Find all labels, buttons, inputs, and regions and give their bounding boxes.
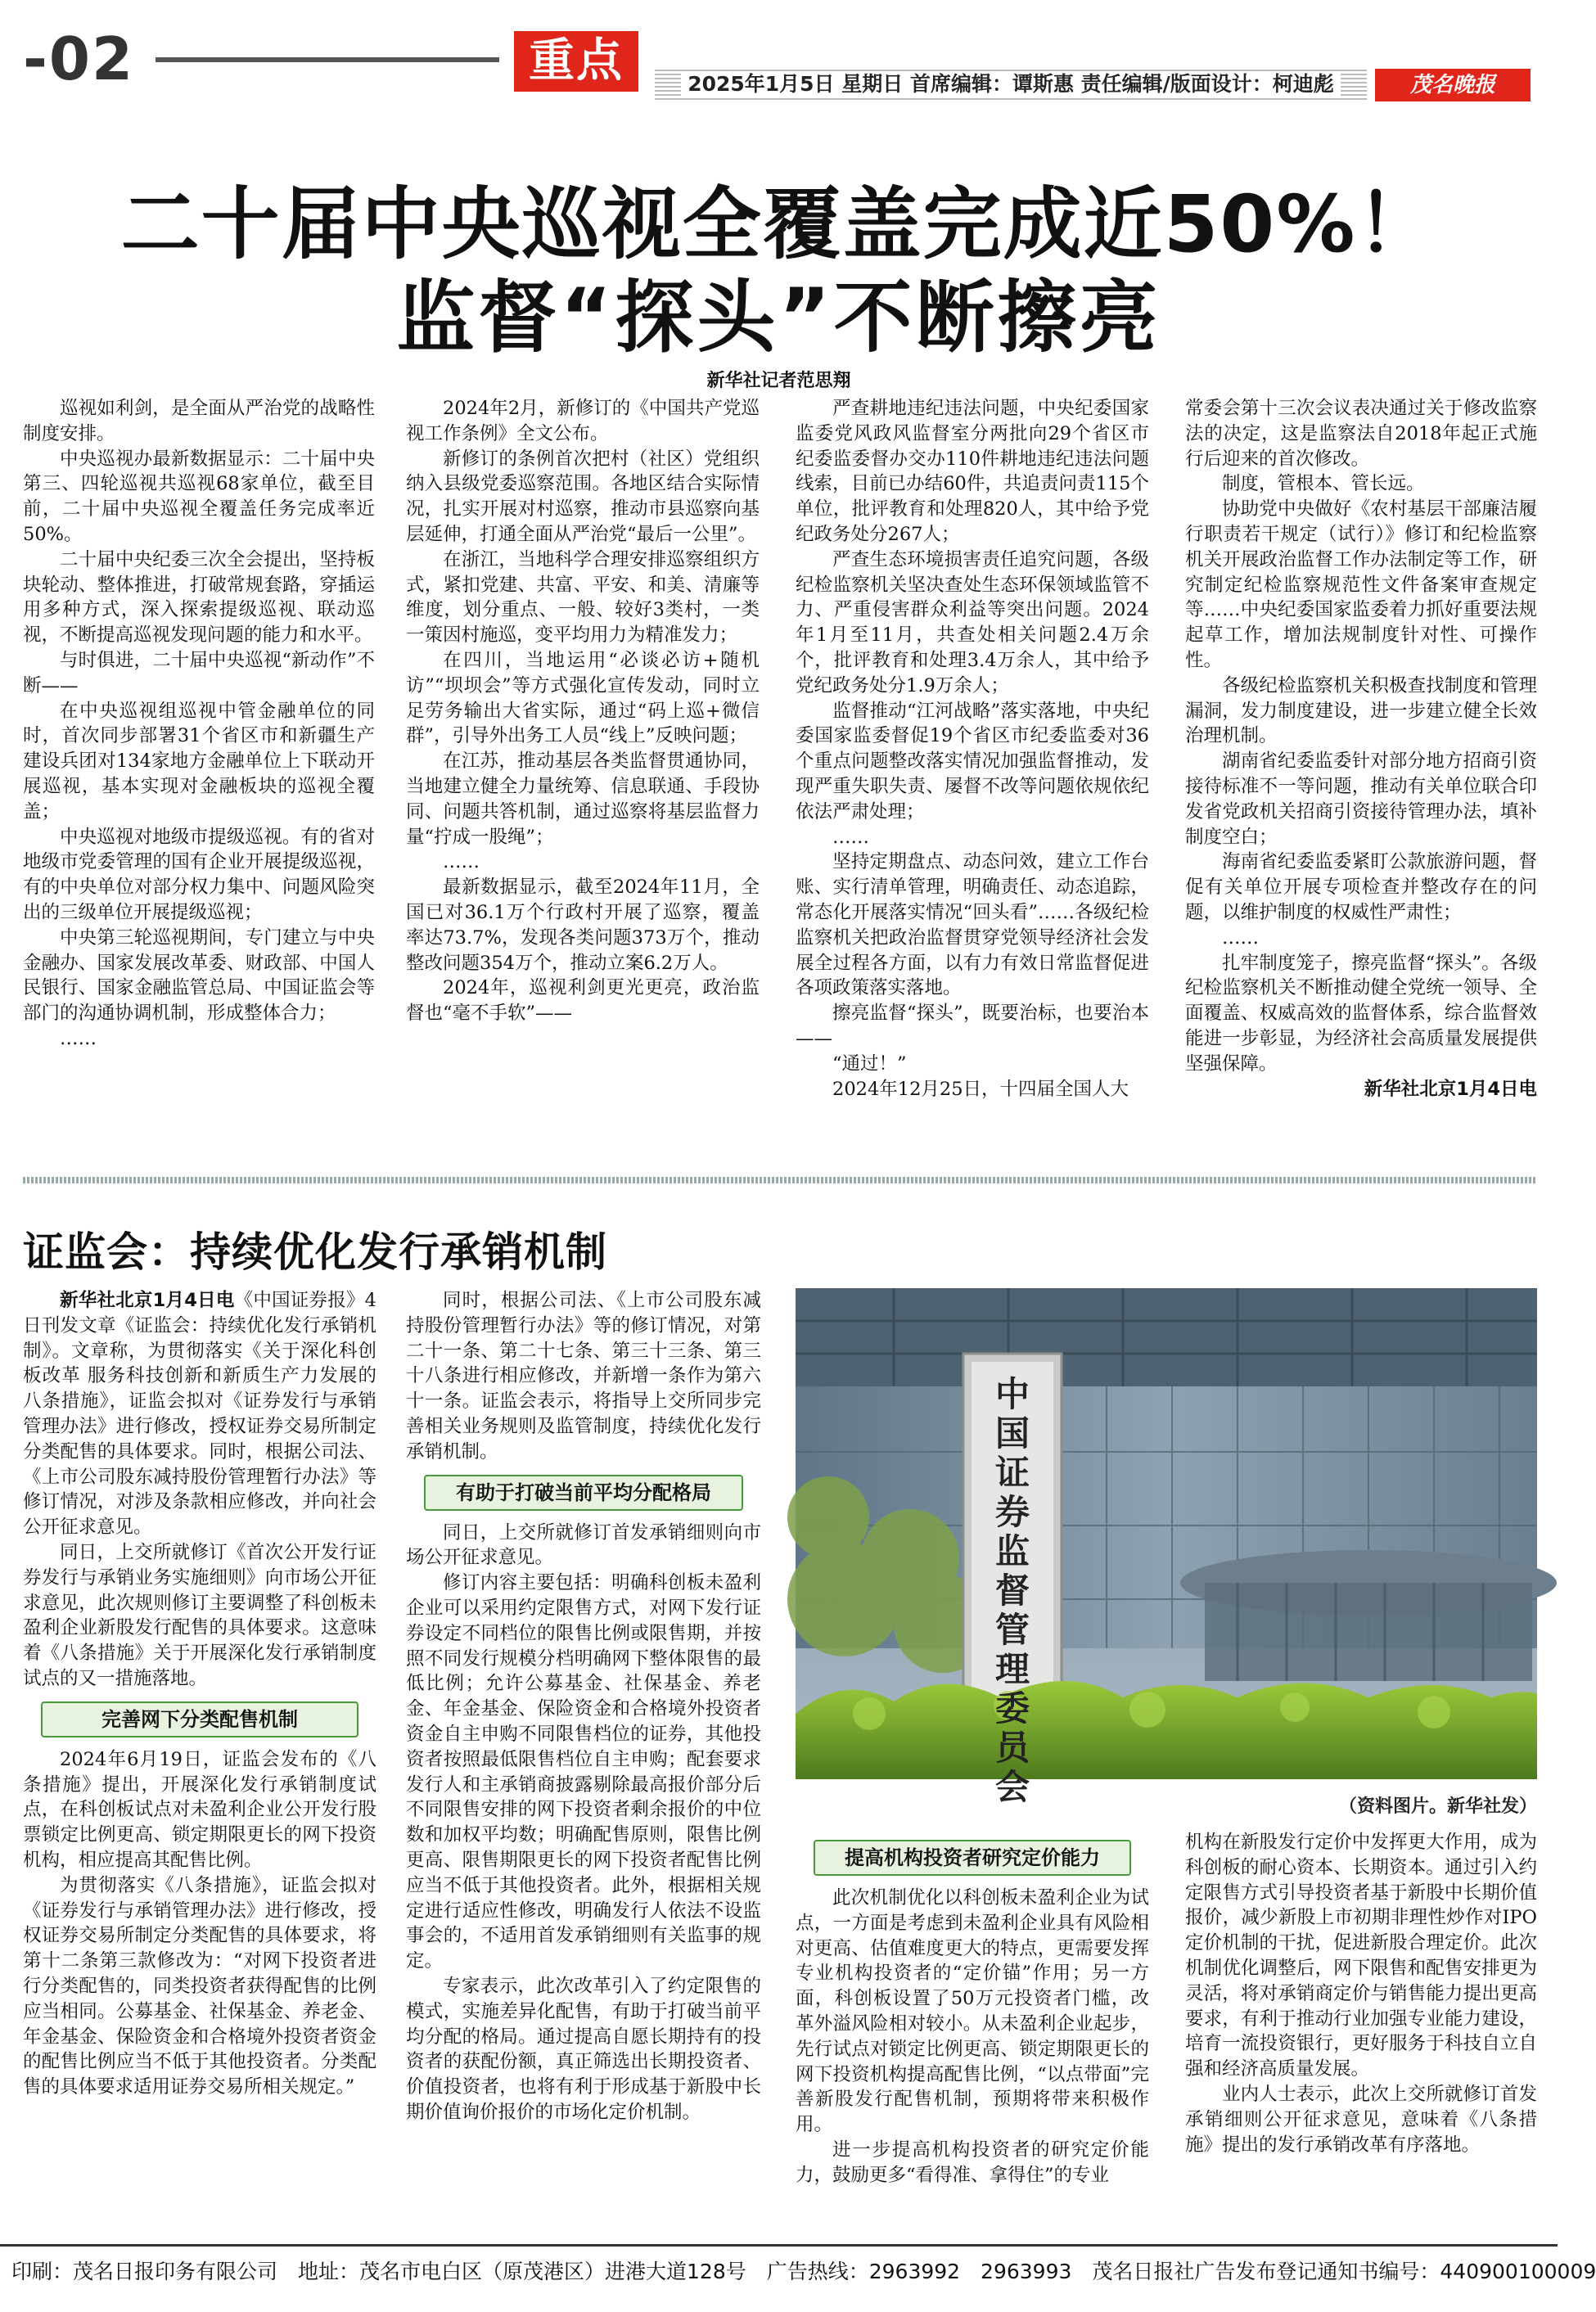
- paragraph: 严查生态环境损害责任追究问题，各级纪检监察机关坚决查处生态环保领域监管不力、严重侵害群众利益等突出问题。2024年1月至11月，共查处相关问题2.4万余个，批评教育和处理3.4万余人，其中给予党纪政务处分1.9万余人；: [796, 548, 1149, 696]
- header-info-text: 2025年1月5日 星期日 首席编辑：谭斯惠 责任编辑/版面设计：柯迪彪: [681, 72, 1341, 96]
- paragraph: 同日，上交所就修订首发承销细则向市场公开征求意见。: [406, 1521, 761, 1569]
- paragraph: 擦亮监督“探头”，既要治标，也要治本——: [796, 1003, 1149, 1049]
- paragraph: 协助党中央做好《农村基层干部廉洁履行职责若干规定（试行）》修订和纪检监察机关开展政治监督工作办法制定等工作，研究制定纪检监察规范性文件备案审查规定等……中央纪委国家监委着力抓好重要法规起草工作，增加法规制度针对性、可操作性。: [1185, 498, 1537, 671]
- paragraph: 进一步提高机构投资者的研究定价能力，鼓励更多“看得准、拿得住”的专业: [796, 2138, 1149, 2186]
- article1-column-1: [23, 396, 375, 1133]
- paragraph: ……: [60, 1027, 97, 1049]
- paragraph: 2024年2月，新修订的《中国共产党巡视工作条例》全文公布。: [406, 398, 760, 444]
- paragraph: 巡视如利剑，是全面从严治党的战略性制度安排。: [23, 398, 375, 444]
- footer-imprint: 印刷：茂名日报印务有限公司 地址：茂名市电白区（原茂港区）进港大道128号 广告热线：2963992 2963993 茂名日报社广告发布登记通知书编号：440900100009: [11, 2260, 1596, 2283]
- article2-column-4: [1185, 1830, 1537, 2215]
- paragraph: 业内人士表示，此次上交所就修订首发承销细则公开征求意见，意味着《八条措施》提出的发行承销改革有序落地。: [1185, 2083, 1537, 2156]
- sign-off: 新华社北京1月4日电: [1364, 1078, 1537, 1100]
- paragraph: 机构在新股发行定价中发挥更大作用，成为科创板的耐心资本、长期资本。通过引入约定限售方式引导投资者基于新股中长期价值报价，减少新股上市初期非理性炒作对IPO定价机制的干扰，促进新股合理定价。此次机制优化调整后，网下限售和配售安排更为灵活，将对承销商定价与销售能力提出更高要求，有利于推动行业加强专业能力建设，培育一流投资银行，更好服务于科技自立自强和经济高质量发展。: [1185, 1832, 1537, 2080]
- footer-rule: [0, 2244, 1558, 2247]
- main-headline-line1: 二十届中央巡视全覆盖完成近50%！: [120, 178, 1437, 270]
- article2-column-1: [23, 1288, 376, 2213]
- paragraph: 中央巡视对地级市提级巡视。有的省对地级市党委管理的国有企业开展提级巡视，有的中央单位对部分权力集中、问题风险突出的三级单位开展提级巡视；: [23, 826, 375, 923]
- subhead-pricing: 提高机构投资者研究定价能力: [814, 1840, 1132, 1876]
- header-rule: [156, 57, 499, 62]
- article2-headline: 证监会：持续优化发行承销机制: [23, 1228, 607, 1276]
- paragraph: 为贯彻落实《八条措施》，证监会拟对《证券发行与承销管理办法》进行修改，授权证券交易所制定分类配售的具体要求，将第十二条第三款修改为：“对网下投资者进行分类配售的，同类投资者获得配售的比例应当相同。公募基金、社保基金、养老金、年金基金、保险资金和合格境外投资者资金的配售比例应当不低于其他投资者。分类配售的具体要求适用证券交易所相关规定。”: [23, 1874, 376, 2098]
- paragraph: 二十届中央纪委三次全会提出，坚持板块轮动、整体推进，打破常规套路，穿插运用多种方式，深入探索提级巡视、联动巡视，不断提高巡视发现问题的能力和水平。: [23, 548, 375, 647]
- paragraph: 扎牢制度笼子，擦亮监督“探头”。各级纪检监察机关不断推动健全党统一领导、全面覆盖、权威高效的监督体系，综合监督效能进一步彰显，为经济社会高质量发展提供坚强保障。: [1185, 952, 1537, 1075]
- paragraph: 同时，根据公司法、《上市公司股东减持股份管理暂行办法》等的修订情况，对第二十一条、第二十七条、第三十三条、第三十八条进行相应修改，并新增一条作为第六十一条。证监会表示，将指导上交所同步完善相关业务规则及监管制度，持续优化发行承销机制。: [406, 1290, 761, 1462]
- paragraph: 各级纪检监察机关积极查找制度和管理漏洞，发力制度建设，进一步建立健全长效治理机制。: [1185, 674, 1537, 747]
- photo-caption: （资料图片。新华社发）: [1338, 1796, 1537, 1817]
- building-sign-text: 中国证券监督管理委员会: [994, 1374, 1030, 1807]
- paragraph: 在江苏，推动基层各类监督贯通协同，当地建立健全力量统筹、信息联通、手段协同、问题共答机制，通过巡察将基层监督力量“拧成一股绳”；: [406, 750, 760, 848]
- subhead-break-average: 有助于打破当前平均分配格局: [424, 1475, 744, 1511]
- section-badge: 重点: [514, 31, 638, 92]
- header-info: [655, 69, 1367, 100]
- paragraph: 与时俱进，二十届中央巡视“新动作”不断——: [23, 649, 375, 696]
- article1-column-2: [406, 396, 760, 1133]
- paragraph: 常委会第十三次会议表决通过关于修改监察法的决定，这是监察法自2018年起正式施行后迎来的首次修改。: [1185, 398, 1537, 470]
- paragraph: 此次机制优化以科创板未盈利企业为试点，一方面是考虑到未盈利企业具有风险相对更高、估值难度更大的特点，更需要发挥专业机构投资者的“定价锚”作用；另一方面，科创板设置了50万元投资者门槛，改革外溢风险相对较小。从未盈利企业起步，先行试点对锁定比例更高、锁定期限更长的网下投资机构提高配售比例，“以点带面”完善新股发行配售机制，预期将带来积极作用。: [796, 1887, 1149, 2136]
- paragraph: 专家表示，此次改革引入了约定限售的模式，实施差异化配售，有助于打破当前平均分配的格局。通过提高自愿长期持有的投资者的获配份额，真正筛选出长期投资者、价值投资者，也将有利于形成基于新股中长期价值询价报价的市场化定价机制。: [406, 1975, 761, 2123]
- paragraph: 监督推动“江河战略”落实落地，中央纪委国家监委督促19个省区市纪委监委对36个重点问题整改落实情况加强监督推动，发现严重失职失责、屡督不改等问题依规依纪依法严肃处理；: [796, 700, 1149, 822]
- paragraph: 2024年12月25日，十四届全国人大: [832, 1078, 1129, 1100]
- photo-illustration: [796, 1288, 1537, 1779]
- byline: 新华社记者范思翔: [706, 371, 851, 391]
- paragraph: 在四川，当地运用“必谈必访+随机访”“坝坝会”等方式强化宣传发动，同时立足劳务输出大省实际，通过“码上巡+微信群”，引导外出务工人员“线上”反映问题；: [406, 649, 760, 747]
- paragraph: 中央巡视办最新数据显示：二十届中央第三、四轮巡视共巡视68家单位，截至目前，二十届中央巡视全覆盖任务完成率近50%。: [23, 448, 375, 545]
- paragraph: 严查耕地违纪违法问题，中央纪委国家监委党风政风监督室分两批向29个省区市纪委监委督办交办110件耕地违纪违法问题线索，目前已办结60件，共追责问责115个单位，批评教育和处理820人，其中给予党纪政务处分267人；: [796, 398, 1149, 545]
- paragraph: 修订内容主要包括：明确科创板未盈利企业可以采用约定限售方式，对网下发行证券设定不同档位的限售比例或限售期，并按照不同发行规模分档明确网下整体限售的最低比例；允许公募基金、社保基金、养老金、年金基金、保险资金和合格境外投资者资金自主申购不同限售档位的证券，其他投资者按照最低限售档位自主申购；配套要求发行人和主承销商披露剔除最高报价部分后不同限售安排的网下投资者剩余报价的中位数和加权平均数；明确配售原则，限售比例更高、限售期限更长的网下投资者配售比例应当不低于其他投资者。此外，根据相关规定进行适应性修改，明确发行人依法不设监事会的，不适用首发承销细则有关监事的规定。: [406, 1572, 761, 1972]
- paragraph: 2024年6月19日，证监会发布的《八条措施》提出，开展深化发行承销制度试点，在科创板试点对未盈利企业公开发行股票锁定比例更高、锁定期限更长的网下投资机构，相应提高其配售比例。: [23, 1748, 376, 1871]
- paragraph: ……: [1222, 926, 1259, 949]
- paragraph: ……: [832, 826, 869, 848]
- paragraph: 制度，管根本、管长远。: [1222, 473, 1425, 495]
- article1-column-3: [796, 396, 1149, 1133]
- article1-column-4: [1185, 396, 1537, 1133]
- lead-text: 《中国证券报》4日刊发文章《证监会：持续优化发行承销机制》。文章称，为贯彻落实《关于深化科创板改革 服务科技创新和新质生产力发展的八条措施》，证监会拟对《证券发行与承销管理办法》进行修改，授权证券交易所制定分类配售的具体要求。同时，根据公司法、《上市公司股东减持股份管理暂行办法》等修订情况，对涉及条款相应修改，并向社会公开征求意见。: [23, 1290, 376, 1539]
- paragraph: 最新数据显示，截至2024年11月，全国已对36.1万个行政村开展了巡察，覆盖率达73.7%，发现各类问题373万个，推动整改问题354万个，推动立案6.2万人。: [406, 877, 760, 974]
- paragraph: 新修订的条例首次把村（社区）党组织纳入县级党委巡察范围。各地区结合实际情况，扎实开展对村巡察，推动市县巡察向基层延伸，打通全面从严治党“最后一公里”。: [406, 448, 760, 545]
- paragraph: 在中央巡视组巡视中管金融单位的同时，首次同步部署31个省区市和新疆生产建设兵团对134家地方金融单位上下联动开展巡视，基本实现对金融板块的巡视全覆盖；: [23, 700, 375, 822]
- dateline: 新华社北京1月4日电: [60, 1290, 235, 1311]
- paragraph: “通过！”: [832, 1052, 907, 1075]
- paragraph: 中央第三轮巡视期间，专门建立与中央金融办、国家发展改革委、财政部、中国人民银行、国家金融监管总局、中国证监会等部门的沟通协调机制，形成整体合力；: [23, 926, 375, 1025]
- article2-column-2: [406, 1288, 761, 2213]
- paragraph: 湖南省纪委监委针对部分地方招商引资接待标准不一等问题，推动有关单位联合印发省党政机关招商引资接待管理办法，填补制度空白；: [1185, 750, 1537, 848]
- article2-column-3: [796, 1830, 1149, 2215]
- masthead-logo: 茂名晚报: [1375, 69, 1531, 101]
- main-headline-line2: 监督“探头”不断擦亮: [396, 272, 1161, 363]
- subhead-distribution: 完善网下分类配售机制: [41, 1701, 359, 1737]
- paragraph: ……: [443, 851, 480, 873]
- paragraph: 同日，上交所就修订《首次公开发行证券发行与承销业务实施细则》向市场公开征求意见，此次规则修订主要调整了科创板未盈利企业新股发行配售的具体要求。这意味着《八条措施》关于开展深化发行承销制度试点的又一措施落地。: [23, 1541, 376, 1689]
- paragraph: 2024年，巡视利剑更光更亮，政治监督也“毫不手软”——: [406, 977, 760, 1025]
- paragraph: 坚持定期盘点、动态问效，建立工作台账、实行清单管理，明确责任、动态追踪，常态化开展落实情况“回头看”……各级纪检监察机关把政治监督贯穿党领导经济社会发展全过程各方面，以有力有效日常监督促进各项政策落实落地。: [796, 851, 1149, 999]
- paragraph: 海南省纪委监委紧盯公款旅游问题，督促有关单位开展专项检查并整改存在的问题，以维护制度的权威性严肃性；: [1185, 851, 1537, 923]
- section-divider: [23, 1177, 1535, 1183]
- paragraph: 在浙江，当地科学合理安排巡察组织方式，紧扣党建、共富、平安、和美、清廉等维度，划分重点、一般、较好3类村，一类一策因村施巡，变平均用力为精准发力；: [406, 548, 760, 647]
- page-number: -02: [23, 25, 135, 93]
